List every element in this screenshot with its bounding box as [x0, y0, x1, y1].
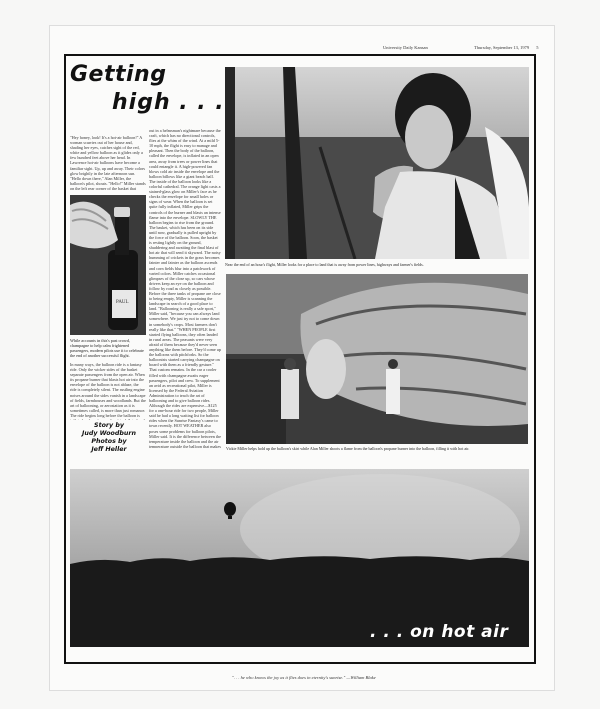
champagne-photo — [70, 195, 146, 335]
byline-story-label: Story by — [94, 422, 124, 429]
blake-quote: ". . . he who knows the joy as it flies does in eternity's sunrise." —William Blake — [232, 675, 376, 680]
byline-photos-author: Jeff Heller — [91, 446, 127, 453]
body-column-1-bottom: In many ways, the balloon ride is a fantasy ride. Only the wicker sides of the basket separate passengers from the open air. When its propane burner that blasts hot air into the envelope of the balloon is not ablaze, the ride is completely silent. The rustling engine noises around the sides vanish in a landscape of fields, farmhouses and woodlands. But the art of ballooning, or aerostation as it is sometimes called, is more than just romance. The ride begins long before the balloon is — [70, 362, 146, 418]
champagne-caption: While accounts in this's past crowd, champagne to help calm frightened passengers, modern pilots use it to celebrate the end of another successful flight. — [70, 338, 144, 358]
pilot-caption: Near the end of an hour's flight, Miller looks for a place to land that is away from power lines, highways and farmer's fields. — [225, 262, 424, 267]
balloon-inflation-illustration — [226, 274, 528, 444]
masthead-date — [474, 45, 538, 50]
headline-line1: Getting — [70, 62, 167, 87]
byline-story-author: Judy Woodburn — [82, 430, 136, 437]
body-column-1-top: "Hey honey, look! It's a hot-air balloon!" A woman scurries out of her house and, shading her eyes, catches sight of the red, white and yellow balloon as it glides only a few hundred feet above her head. In Lawrence hot-air balloons have become a familiar sight. Up, up and away. Their colors glow brightly in the late afternoon sun. "Hello down there," Alan Miller, the balloon's pilot, shouts. "Hello!" Miller stands on the left rear corner of the basket that — [70, 135, 146, 191]
sunset-landscape-illustration — [70, 469, 529, 647]
masthead-page-number: 5 — [536, 45, 539, 50]
svg-text:PAUL: PAUL — [116, 300, 129, 305]
masthead-date-text: Thursday, September 13, 1979 — [474, 45, 530, 50]
pilot-scene-illustration — [225, 67, 529, 259]
headline-line2: high . . . — [112, 90, 225, 115]
inflation-caption: Vickie Miller helps hold up the balloon's skirt while Alan Miller shoots a flame from the balloon's propane burner into the balloon, filling it with hot air. — [226, 446, 470, 451]
byline — [74, 422, 144, 454]
byline-photos-label: Photos by — [91, 438, 127, 445]
sunset-balloon-photo — [70, 469, 529, 647]
headline-tail: . . . on hot air — [370, 622, 509, 642]
inflation-photo — [226, 274, 528, 444]
body-column-2: out in a helmsman's nightmare because the craft, which has no directional controls, flies at the whim of the wind. At a mild 5-10 mph, the flight is easy to manage and pleasant. Then the body of the balloon, called the envelope, is inflated in an open area, away from trees or power lines that could entangle it. A high-powered fan blows cold air inside the envelope and the balloon billows like a giant beach ball. The inside of the balloon looks like a colorful cathedral. The orange light casts a stained-glass glow on Miller's face as he checks the envelope for small holes or signs of wear. When the balloon is set quite fully inflated, Miller grips the controls of the burner and blasts an intense flame into the envelope. SLOWLY THE balloon begins to rise from the ground. The basket, which has been on its side until now, gradually is pulled upright by the force of the balloon. Soon, the basket is resting lightly on the ground, shuddering and awaiting the final blast of hot air that will send it skyward. The noisy humming of crickets in the grass becomes fainter and fainter as the balloon ascends and corn fields blur into a patchwork of varied colors. Miller catches occasional glimpses of the close up, so cars whose drivers keep an eye on the balloon and follow by road as closely as possible. Before the three tanks of propane are close to being empty, Miller is scanning the landscape in search of a good place to land. "Ballooning is really a safe sport," Miller said, "because you can always land somewhere. We just try not to come down in somebody's crops. Most farmers don't really like that." "WHEN PEOPLE first started flying balloons, they often landed in rural areas. The peasants were very afraid of them because they'd never seen anything like them before. They'd come up the balloons with pitchforks. So the balloonists started carrying champagne on board with them as a friendly gesture." That custom remains. In the car a cooler filled with champagne awaits eager passengers, pilot and crew. To supplement an avid as recreational pilot, Miller is licensed by the Federal Aviation Administration to teach the art of ballooning and to give balloon rides. Although the rides are expensive—$125 for a one-hour ride for two people, Miller said he had a long waiting list for balloon rides when the Sunrise Fantasy's came to town recently. HOT WEATHER also poses some problems for balloon pilots, Miller said. It is the difference between the temperature inside the balloon and the air temperature outside the balloon that makes — [149, 128, 221, 448]
pilot-photo — [225, 67, 529, 259]
masthead-paper: University Daily Kansan — [383, 45, 428, 50]
champagne-bottle-illustration — [70, 195, 146, 335]
